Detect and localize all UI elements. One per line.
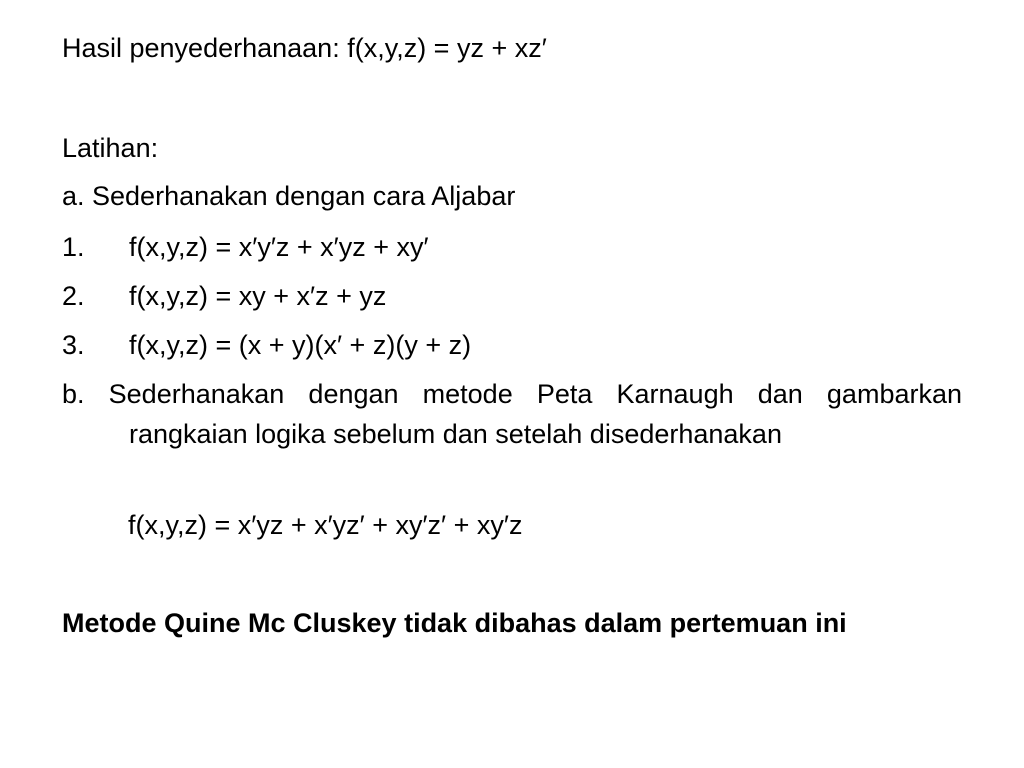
item-number: 2. xyxy=(62,281,85,311)
item-number: 3. xyxy=(62,330,85,360)
part-b-expression: f(x,y,z) = x′yz + x′yz′ + xy′z′ + xy′z xyxy=(128,510,523,540)
method-note: Metode Quine Mc Cluskey tidak dibahas dalam pertemuan ini xyxy=(62,608,847,638)
item-expression: f(x,y,z) = xy + x′z + yz xyxy=(129,281,387,311)
part-a-instruction: a. Sederhanakan dengan cara Aljabar xyxy=(62,181,516,211)
item-expression: f(x,y,z) = (x + y)(x′ + z)(y + z) xyxy=(129,330,472,360)
item-expression: f(x,y,z) = x′y′z + x′yz + xy′ xyxy=(129,232,429,262)
item-number: 1. xyxy=(62,232,85,262)
result-line: Hasil penyederhanaan: f(x,y,z) = yz + xz′ xyxy=(62,33,547,63)
exercise-item-1 xyxy=(62,227,429,267)
exercise-item-2 xyxy=(62,276,386,316)
part-b-instruction: b. Sederhanakan dengan metode Peta Karnaugh dan gambarkan rangkaian logika sebelum dan setelah disederhanakan xyxy=(62,379,962,449)
exercise-item-3 xyxy=(62,325,471,365)
exercise-heading: Latihan: xyxy=(62,133,159,163)
